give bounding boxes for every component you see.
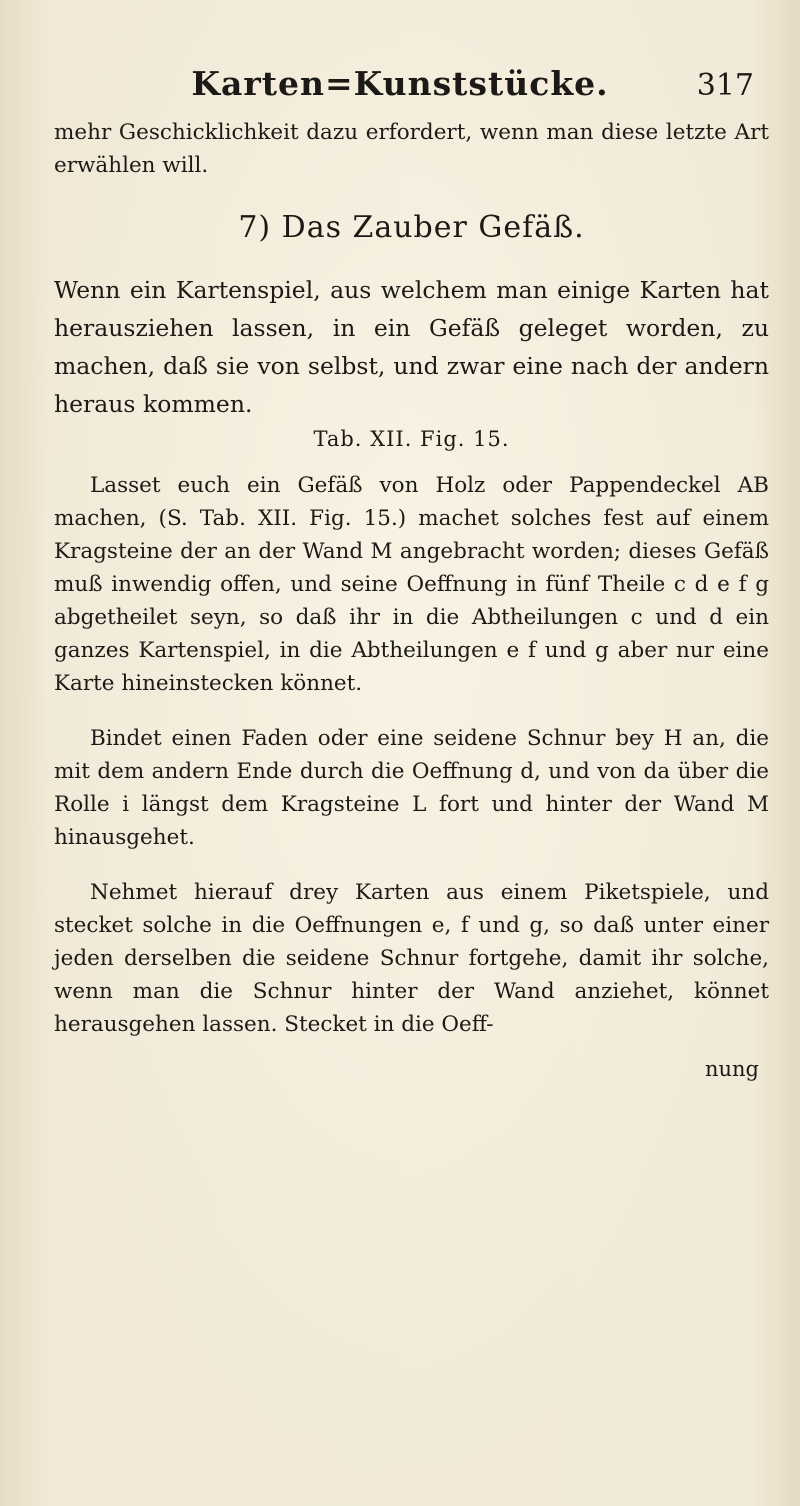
section-intro: Wenn ein Kartenspiel, aus welchem man einige Karten hat herausziehen lassen, in ein Gefäß geleget worden, zu machen, daß sie von selbst, und zwar eine nach der andern heraus kommen. (54, 276, 769, 418)
paragraph-cards: Nehmet hierauf drey Karten aus einem Piketspiele, und stecket solche in die Oeffnungen e, f und g, so daß unter einer jeden derselben die seidene Schnur fortgehe, damit ihr solche, wenn man die Schnur hinter der Wand anziehet, könnet herausgehen lassen. Stecket in die Oeff- (54, 880, 769, 1037)
catchword: nung (704, 1057, 759, 1081)
page-number: 317 (696, 68, 754, 103)
running-title: Karten=Kunststücke. (191, 64, 609, 103)
section-heading: 7) Das Zauber Gefäß. (238, 210, 585, 245)
paragraph-thread: Bindet einen Faden oder eine seidene Schnur bey H an, die mit dem andern Ende durch die Oeffnung d, und von da über die Rolle i längst dem Kragsteine L fort und hinter der Wand M hinausgehet. (54, 726, 769, 850)
paragraph-instructions: Lasset euch ein Gefäß von Holz oder Pappendeckel AB machen, (S. Tab. XII. Fig. 15.) machet solches fest auf einem Kragsteine der an der Wand M angebracht worden; dieses Gefäß muß inwendig offen, und seine Oeffnung in fünf Theile c d e f g abgetheilet seyn, so daß ihr in die Abtheilungen c und d ein ganzes Kartenspiel, in die Abtheilungen e f und g aber nur eine Karte hineinstecken könnet. (54, 473, 769, 696)
continued-paragraph: mehr Geschicklichkeit dazu erfordert, wenn man diese letzte Art erwählen will. (54, 120, 769, 178)
figure-reference: Tab. XII. Fig. 15. (313, 427, 510, 451)
body-text (54, 116, 769, 1081)
running-header (0, 64, 800, 112)
